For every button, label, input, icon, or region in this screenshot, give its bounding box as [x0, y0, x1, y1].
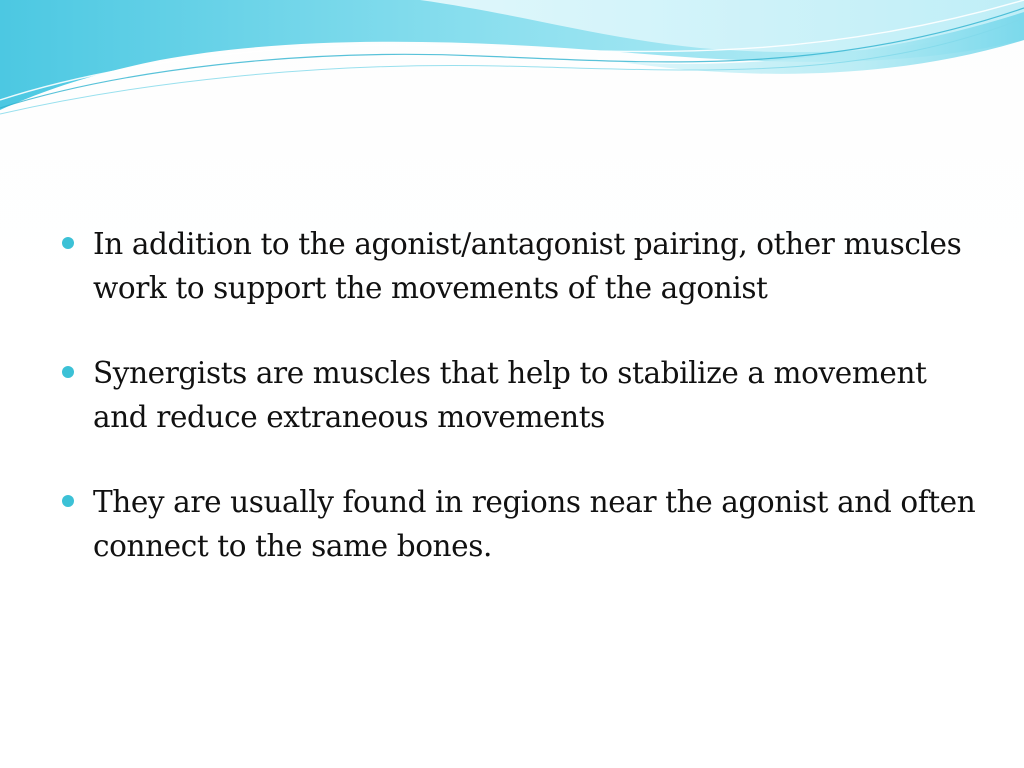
bullet-item-1	[62, 222, 982, 310]
wave-header-decoration	[0, 0, 1024, 140]
bullet-dot-icon	[62, 495, 74, 507]
bullet-text: In addition to the agonist/antagonist pairing, other muscles work to support the movements of the agonist	[93, 227, 962, 305]
bullet-dot-icon	[62, 237, 74, 249]
bullet-dot-icon	[62, 366, 74, 378]
slide-content	[62, 222, 982, 568]
bullet-list	[62, 222, 982, 568]
bullet-text: Synergists are muscles that help to stabilize a movement and reduce extraneous movements	[93, 356, 927, 434]
bullet-text: They are usually found in regions near the agonist and often connect to the same bones.	[93, 485, 976, 563]
bullet-item-3	[62, 480, 982, 568]
bullet-item-2	[62, 351, 982, 439]
